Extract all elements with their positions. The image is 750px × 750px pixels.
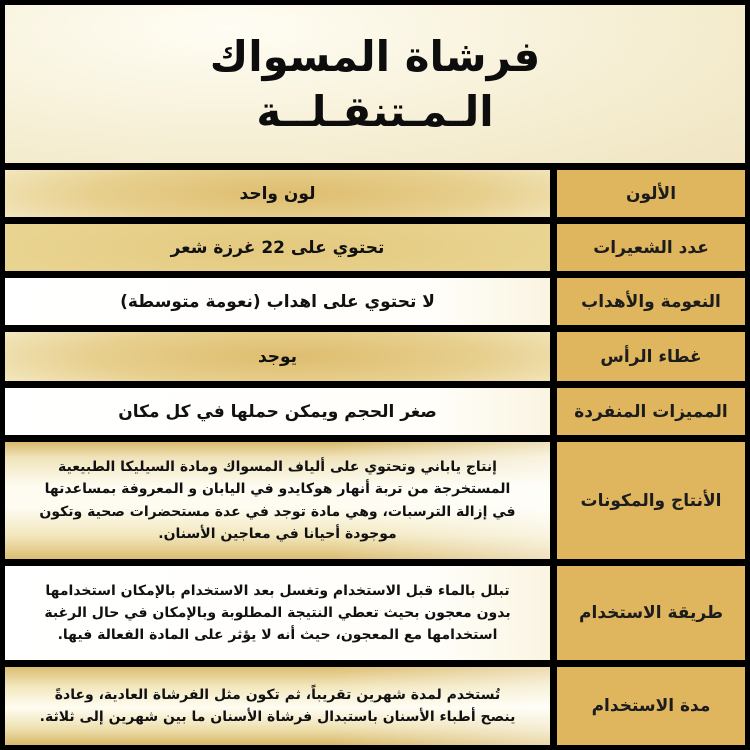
spec-value: تحتوي على 22 غرزة شعر (5, 224, 550, 271)
spec-value: لا تحتوي على اهداب (نعومة متوسطة) (5, 278, 550, 325)
spec-row-colors (5, 170, 745, 217)
spec-label: الألون (557, 170, 745, 217)
page-title-line2: الـمـتنقـلــة (256, 87, 494, 136)
spec-row-usage-duration (5, 667, 745, 745)
spec-label: الأنتاج والمكونات (557, 442, 745, 559)
spec-value: لون واحد (5, 170, 550, 217)
spec-label: مدة الاستخدام (557, 667, 745, 745)
spec-row-softness (5, 278, 745, 325)
page-title-line1: فرشاة المسواك (209, 31, 541, 81)
spec-label: غطاء الرأس (557, 332, 745, 381)
spec-value: تبلل بالماء قبل الاستخدام وتغسل بعد الاستخدام بالإمكان استخدامها بدون معجون بحيث تعطي النتيجة المطلوبة وبالإمكان في حال الرغبة استخدامها مع المعجون، حيث أنه لا يؤثر على المادة الفعالة فيها. (5, 566, 550, 660)
spec-value: صغر الحجم ويمكن حملها في كل مكان (5, 388, 550, 435)
spec-value: يوجد (5, 332, 550, 381)
spec-value: إنتاج ياباني وتحتوي على ألياف المسواك ومادة السيليكا الطبيعية المستخرجة من تربة أنهار هوكايدو في اليابان و المعروفة بمساعدتها في إزالة الترسبات، وهي مادة توجد في عدة مستحضرات صحية وتكون موجودة أحيانا في معاجين الأسنان. (5, 442, 550, 559)
spec-label: النعومة والأهداب (557, 278, 745, 325)
spec-label: طريقة الاستخدام (557, 566, 745, 660)
spec-row-unique-features (5, 388, 745, 435)
spec-row-bristle-count (5, 224, 745, 271)
spec-row-usage-method (5, 566, 745, 660)
spec-row-head-cover (5, 332, 745, 381)
spec-label: المميزات المنفردة (557, 388, 745, 435)
page-header (5, 5, 745, 163)
spec-label: عدد الشعيرات (557, 224, 745, 271)
spec-value: تُستخدم لمدة شهرين تقريباً، ثم تكون مثل الفرشاة العادية، وعادةً ينصح أطباء الأسنان باستبدال فرشاة الأسنان ما بين شهرين إلى ثلاثة. (5, 667, 550, 745)
spec-row-production-ingredients (5, 442, 745, 559)
